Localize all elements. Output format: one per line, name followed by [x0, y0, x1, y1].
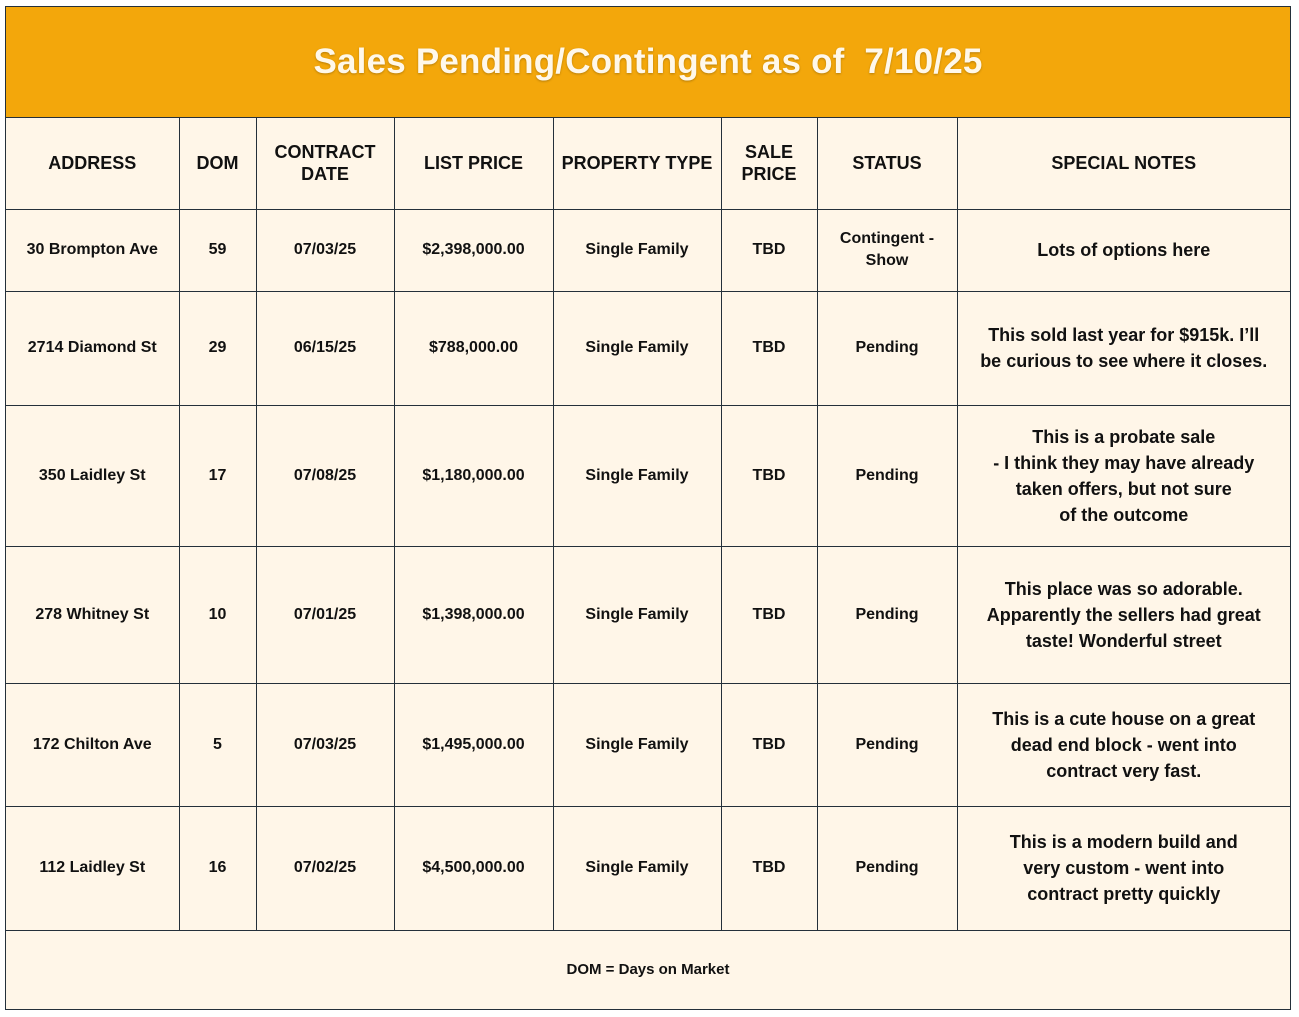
column-header-property-type: PROPERTY TYPE: [553, 118, 721, 209]
table-row: [6, 806, 1290, 930]
address-cell: 350 Laidley St: [6, 405, 179, 546]
status-cell: Pending: [817, 683, 957, 806]
address-cell: 2714 Diamond St: [6, 291, 179, 405]
notes-cell: This is a probate sale - I think they may have already taken offers, but not sure of the outcome: [957, 405, 1290, 546]
column-header-sale-price: SALE PRICE: [721, 118, 817, 209]
column-header-dom: DOM: [179, 118, 256, 209]
column-header-status: STATUS: [817, 118, 957, 209]
notes-cell: This place was so adorable. Apparently the sellers had great taste! Wonderful street: [957, 546, 1290, 683]
contract-date-cell: 07/03/25: [256, 209, 394, 291]
status-cell: Contingent - Show: [817, 209, 957, 291]
contract-date-cell: 06/15/25: [256, 291, 394, 405]
property-type-cell: Single Family: [553, 405, 721, 546]
notes-cell: This sold last year for $915k. I’ll be curious to see where it closes.: [957, 291, 1290, 405]
table-row: [6, 405, 1290, 546]
sales-table-card: [5, 6, 1291, 1010]
column-header-special-notes: SPECIAL NOTES: [957, 118, 1290, 209]
sale-price-cell: TBD: [721, 291, 817, 405]
contract-date-cell: 07/02/25: [256, 806, 394, 930]
table-row: [6, 291, 1290, 405]
property-type-cell: Single Family: [553, 683, 721, 806]
dom-cell: 10: [179, 546, 256, 683]
notes-cell: This is a modern build and very custom - went into contract pretty quickly: [957, 806, 1290, 930]
contract-date-cell: 07/01/25: [256, 546, 394, 683]
table-row: [6, 683, 1290, 806]
list-price-cell: $1,495,000.00: [394, 683, 553, 806]
header-row: [6, 118, 1290, 209]
notes-cell: This is a cute house on a great dead end block - went into contract very fast.: [957, 683, 1290, 806]
property-type-cell: Single Family: [553, 209, 721, 291]
dom-cell: 17: [179, 405, 256, 546]
sales-table: [6, 118, 1290, 931]
status-cell: Pending: [817, 546, 957, 683]
column-header-list-price: LIST PRICE: [394, 118, 553, 209]
sale-price-cell: TBD: [721, 405, 817, 546]
sale-price-cell: TBD: [721, 683, 817, 806]
dom-cell: 29: [179, 291, 256, 405]
list-price-cell: $1,180,000.00: [394, 405, 553, 546]
status-cell: Pending: [817, 806, 957, 930]
page-title: Sales Pending/Contingent as of 7/10/25: [313, 42, 983, 81]
sale-price-cell: TBD: [721, 546, 817, 683]
column-header-contract-date: CONTRACT DATE: [256, 118, 394, 209]
list-price-cell: $788,000.00: [394, 291, 553, 405]
list-price-cell: $4,500,000.00: [394, 806, 553, 930]
address-cell: 112 Laidley St: [6, 806, 179, 930]
address-cell: 278 Whitney St: [6, 546, 179, 683]
property-type-cell: Single Family: [553, 291, 721, 405]
column-header-address: ADDRESS: [6, 118, 179, 209]
contract-date-cell: 07/08/25: [256, 405, 394, 546]
notes-cell: Lots of options here: [957, 209, 1290, 291]
property-type-cell: Single Family: [553, 546, 721, 683]
sale-price-cell: TBD: [721, 806, 817, 930]
status-cell: Pending: [817, 405, 957, 546]
dom-cell: 5: [179, 683, 256, 806]
address-cell: 30 Brompton Ave: [6, 209, 179, 291]
dom-cell: 16: [179, 806, 256, 930]
table-row: [6, 209, 1290, 291]
address-cell: 172 Chilton Ave: [6, 683, 179, 806]
dom-legend: DOM = Days on Market: [566, 961, 730, 978]
dom-cell: 59: [179, 209, 256, 291]
property-type-cell: Single Family: [553, 806, 721, 930]
list-price-cell: $1,398,000.00: [394, 546, 553, 683]
list-price-cell: $2,398,000.00: [394, 209, 553, 291]
table-row: [6, 546, 1290, 683]
status-cell: Pending: [817, 291, 957, 405]
sale-price-cell: TBD: [721, 209, 817, 291]
title-banner: [6, 7, 1290, 118]
contract-date-cell: 07/03/25: [256, 683, 394, 806]
